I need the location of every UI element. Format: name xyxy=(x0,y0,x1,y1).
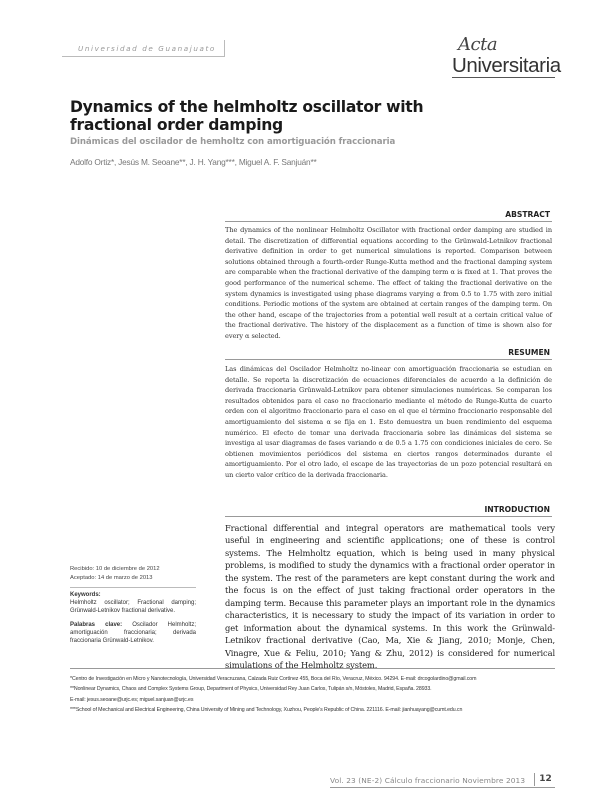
footnote-4: ***School of Mechanical and Electrical Engineering, China University of Mining and Technology, Xuzhou, People's Republic of China. 221116. E-mail: jianhuayang@cumt.edu.cn xyxy=(70,706,463,713)
keywords-block xyxy=(70,591,196,616)
page-number: 12 xyxy=(534,773,556,786)
article-title: Dynamics of the helmholtz oscillator with fractional order damping xyxy=(70,98,424,134)
footnote-rule xyxy=(70,668,555,669)
keywords-rule xyxy=(70,587,196,588)
introduction-heading: INTRODUCTION xyxy=(484,505,550,514)
palabras-block xyxy=(70,621,196,646)
logo-underline xyxy=(452,77,555,78)
footnote-1: *Centro de Investigación en Micro y Nanotecnología, Universidad Veracruzana, Calzada Ruiz Cortínez 455, Boca del Río, Veracruz, México. 94294. E-mail: drcogolardino@gmail.com xyxy=(70,676,477,682)
resumen-rule xyxy=(225,359,552,360)
accepted-date: Aceptado: 14 de marzo de 2013 xyxy=(70,574,153,581)
introduction-rule xyxy=(225,516,552,517)
resumen-text: Las dinámicas del Oscilador Helmholtz no-linear con amortiguación fraccionaria se estudian en detalle. Se reporta la discretización de ecuaciones diferenciales de acuerdo a la definición de derivada fraccionaria Grünwald-Letnikov para obtener simulaciones numéricas. Se comparan los resultados obtenidos para el caso no fraccionario mediante el método de Runge-Kutta de cuarto orden con el algoritmo fraccionario para el caso en el que el término fraccionario responsable del amortiguamiento del sistema α se fija en 1. Esto demuestra un buen rendimiento del esquema numérico. El efecto de tomar una derivada fraccionaria sobre las dinámicas del sistema se investiga al usar diagramas de fases variando α de 0.5 a 1.75 con condiciones iniciales de cero. Se obtienen movimientos periódicos del sistema en ciertos rangos determinados durante el amortiguamiento. Por el otro lado, el escape de las trayectorias de un pozo potencial resultará en un cierto valor crítico de la derivada fraccionaria. xyxy=(225,365,552,479)
keywords-label: Keywords: xyxy=(70,592,101,598)
abstract-text: The dynamics of the nonlinear Helmholtz Oscillator with fractional order damping are studied in detail. The discretization of differential equations according to the Grünwald-Letnikov fractional derivative definition in order to get numerical simulations is reported. Comparison between solutions obtained through a fourth-order Runge-Kutta method and the fractional damping system are comparable when the fractional derivative of the damping term α is fixed at 1. That proves the good performance of the numerical scheme. The effect of taking the fractional derivative on the system dynamics is investigated using phase diagrams varying α from 0.5 to 1.75 with zero initial conditions. Periodic motions of the system are obtained at certain ranges of the damping term. On the other hand, escape of the trajectories from a potential well result at a certain critical value of the fractional derivative. The history of the displacement as a function of time is shown also for every α selected. xyxy=(225,226,552,340)
article-subtitle: Dinámicas del oscilador de hemholtz con amortiguación fraccionaria xyxy=(70,137,396,147)
footer-citation: Vol. 23 (NE-2) Cálculo fraccionario Noviembre 2013 xyxy=(330,776,526,785)
logo-acta: Acta xyxy=(458,34,498,55)
footnotes xyxy=(70,674,560,715)
logo-universitaria: Universitaria xyxy=(452,54,561,77)
dates-block xyxy=(70,565,160,582)
received-date: Recibido: 10 de diciembre de 2012 xyxy=(70,566,160,572)
abstract-heading: ABSTRACT xyxy=(505,210,550,219)
footer-rule xyxy=(330,787,555,788)
footnote-2: **Nonlinear Dynamics, Chaos and Complex Systems Group, Department of Physics, Universidad Rey Juan Carlos, Tulipán s/n, Móstoles, Madrid, España. 28933. xyxy=(70,686,432,693)
resumen-heading: RESUMEN xyxy=(508,348,550,357)
journal-institution: Universidad de Guanajuato xyxy=(78,44,216,53)
keywords-text: Helmholtz oscillator; Fractional damping; Grünwald-Letnikov fractional derivative. xyxy=(70,600,196,615)
footnote-3: E-mail: jesus.seoane@urjc.es; miguel.sanjuan@urjc.es xyxy=(70,696,194,703)
abstract-rule xyxy=(225,221,552,222)
palabras-text: Oscilador Helmholtz; amortiguación fraccionaria; derivada fraccionaria Grünwald-Letnikov. xyxy=(70,622,196,645)
introduction-text: Fractional differential and integral operators are mathematical tools very useful in engineering and scientific applications; one of these is control systems. The Helmholtz equation, which is being used in many physical problems, is modified to study the dynamics with a fractional order operator in the system. The rest of the parameters are kept constant during the work and the focus is on the effect of just taking fractional order operators in the damping term. Because this parameter plays an important role in the dynamics characteristics, it is necessary to study the impact of its variation in order to get information about the dynamical systems. In this work the Grünwald-Letnikov fractional derivative (Cao, Ma, Xie & Jiang, 2010; Monje, Chen, Vinagre, Xue & Feliu, 2010; Yang & Zhu, 2012) is considered for numerical simulations of the Helmholtz system. xyxy=(225,523,555,670)
palabras-label: Palabras clave: xyxy=(70,622,123,628)
article-authors: Adolfo Ortiz*, Jesús M. Seoane**, J. H. Yang***, Miguel A. F. Sanjuán** xyxy=(70,157,317,167)
